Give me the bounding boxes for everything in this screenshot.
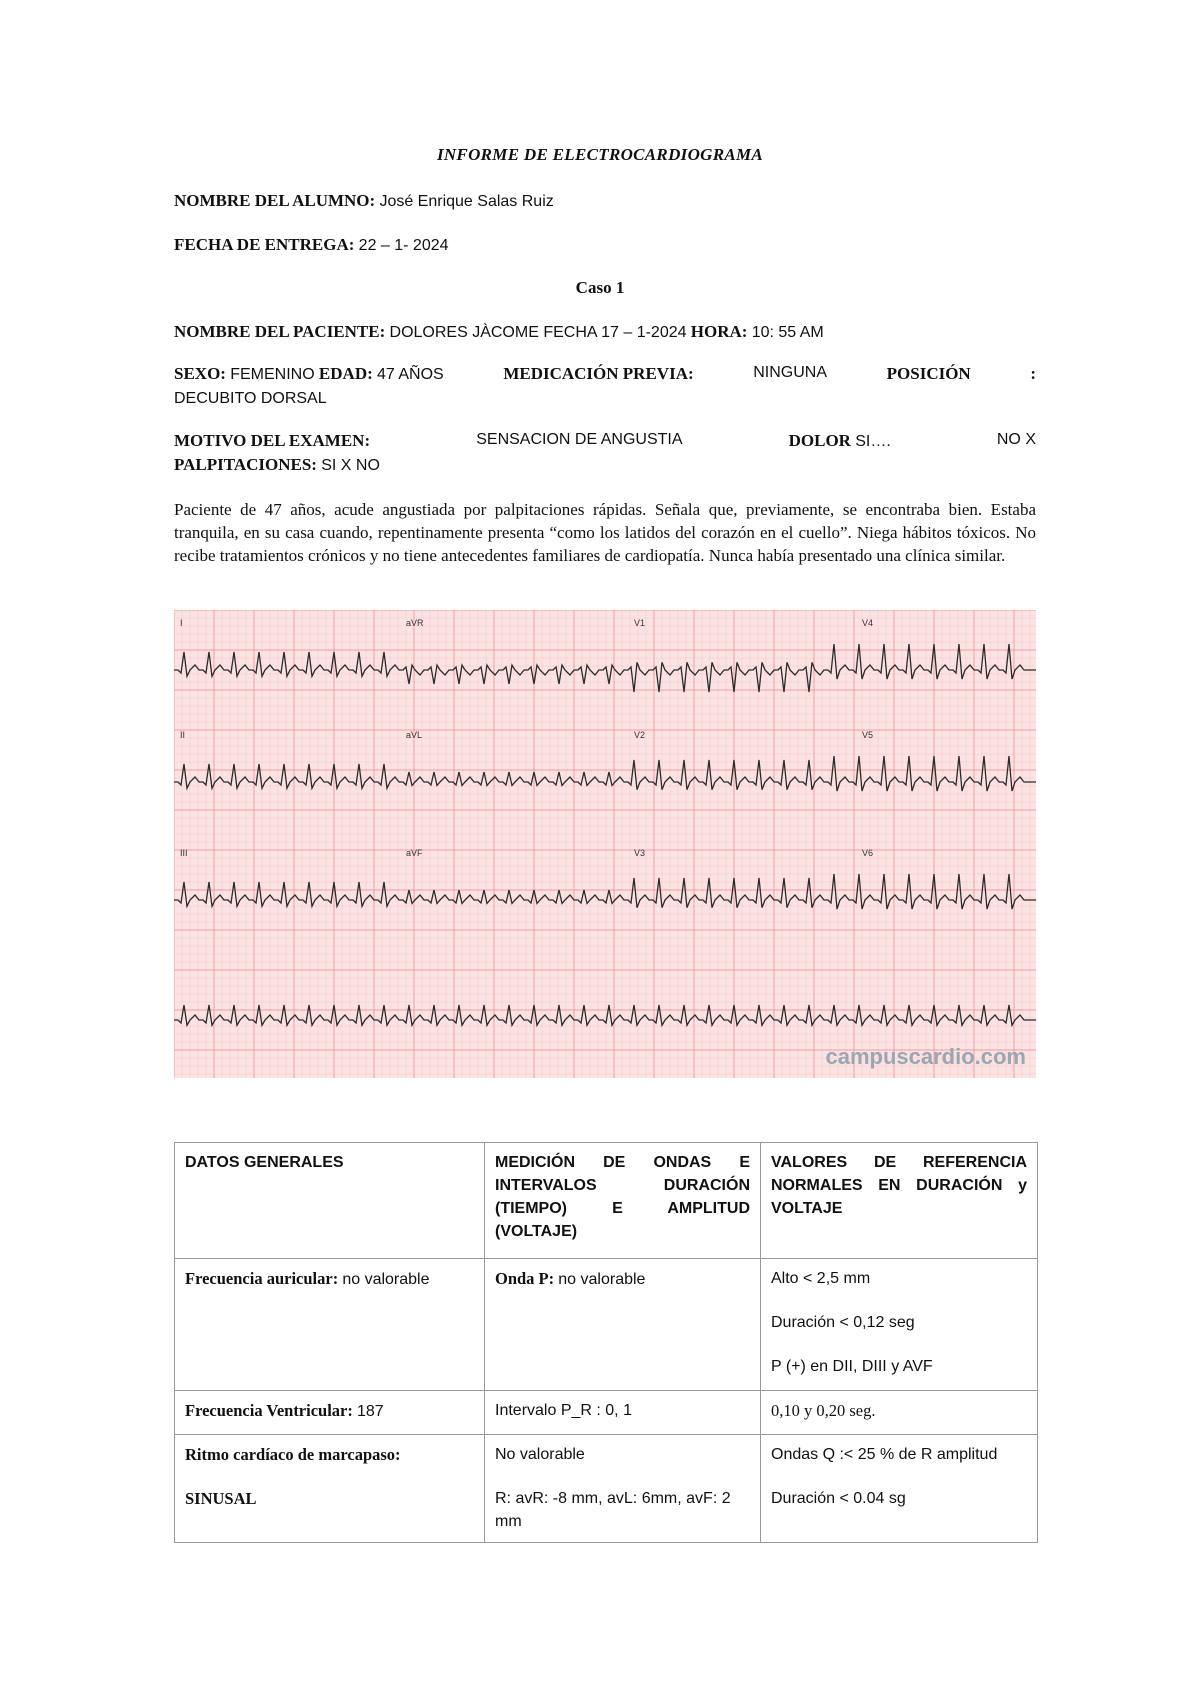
demographics-row [174,364,1036,384]
student-label: NOMBRE DEL ALUMNO: [174,191,376,210]
palpitations-label: PALPITACIONES: [174,455,317,474]
delivery-label: FECHA DE ENTREGA: [174,235,355,254]
position-colon: : [1030,364,1036,383]
lead-label: I [180,618,183,628]
clinical-narrative: Paciente de 47 años, acude angustiada por palpitaciones rápidas. Señala que, previamente, se encontraba bien. Estaba tranquila, en su casa cuando, repentinamente presenta “como los latidos del corazón en el cuello”. Niega hábitos tóxicos. No recibe tratamientos crónicos y no tiene antecedentes familiares de cardiopatía. Nunca había presentado una clínica similar. [174,500,1036,565]
ventricular-rate-label: Frecuencia Ventricular: [185,1401,353,1420]
reason-row [174,431,1036,451]
ecg-watermark: campuscardio.com [825,1044,1026,1069]
ecg-strip [174,1005,1036,1025]
position-value-line [174,388,327,408]
measure-text: No valorable [495,1446,585,1463]
case-title: Caso 1 [575,278,625,297]
delivery-date: 22 – 1- 2024 [358,237,449,254]
lead-label: II [180,730,186,740]
lead-label: V2 [634,730,646,740]
table-row [175,1435,1038,1543]
lead-label: V6 [862,848,874,858]
palpitations-value: SI X NO [321,457,380,474]
reason-value: SENSACION DE ANGUSTIA [476,431,683,448]
student-name: José Enrique Salas Ruiz [379,193,554,210]
patient-time-value: 10: 55 AM [751,324,824,341]
reference-text: P (+) en DII, DIII y AVF [771,1358,933,1375]
palpitations-line [174,455,380,475]
pain-no: NO X [996,431,1036,448]
reference-text: Alto < 2,5 mm [771,1270,871,1287]
p-wave-value: no valorable [558,1271,646,1288]
lead-label: III [180,848,188,858]
age-value: 47 AÑOS [377,366,444,383]
lead-label: aVF [406,848,423,858]
patient-time-label: HORA: [690,322,748,341]
pr-interval-cell: Intervalo P_R : 0, 1 [485,1391,761,1435]
ecg-report-table [174,1142,1038,1543]
lead-label: aVL [406,730,423,740]
p-wave-label: Onda P: [495,1269,555,1288]
student-line [174,191,554,211]
p-wave-cell [485,1259,761,1391]
header-reference: VALORES DE REFERENCIA NORMALES EN DURACIÓN y VOLTAJE [761,1143,1038,1259]
pain-label: DOLOR [788,431,851,450]
lead-label: V4 [862,618,874,628]
atrial-rate-value: no valorable [342,1271,430,1288]
qrs-measure-cell [485,1435,761,1543]
ventricular-rate-value: 187 [357,1403,384,1420]
header-measurements: MEDICIÓN DE ONDAS E INTERVALOS DURACIÓN (TIEMPO) E AMPLITUD (VOLTAJE) [485,1143,761,1259]
patient-line [174,322,824,342]
reference-text: Ondas Q :< 25 % de R amplitud [771,1446,998,1463]
header-general: DATOS GENERALES [175,1143,485,1259]
sex-value: FEMENINO [230,366,315,383]
rhythm-value: SINUSAL [185,1489,257,1508]
pain-si: SI…. [855,433,891,450]
reference-text: Duración < 0,12 seg [771,1314,915,1331]
document-title: INFORME DE ELECTROCARDIOGRAMA [436,145,764,164]
lead-label: aVR [406,618,424,628]
position-value: DECUBITO DORSAL [174,390,327,407]
table-row [175,1391,1038,1435]
ventricular-rate-cell [175,1391,485,1435]
ecg-tracing [174,610,1036,1078]
age-label: EDAD: [318,364,373,383]
ecg-image [174,610,1036,1078]
measure-text: R: avR: -8 mm, avL: 6mm, avF: 2 mm [495,1490,731,1530]
reference-text: Duración < 0.04 sg [771,1490,906,1507]
rhythm-cell [175,1435,485,1543]
sex-label: SEXO: [174,364,226,383]
p-wave-reference-cell [761,1259,1038,1391]
medication-value: NINGUNA [753,364,828,381]
ecg-strip [174,874,1036,909]
table-header-row [175,1143,1038,1259]
atrial-rate-cell [175,1259,485,1391]
patient-name-label: NOMBRE DEL PACIENTE: [174,322,386,341]
rhythm-label: Ritmo cardíaco de marcapaso: [185,1445,401,1464]
pr-reference-cell: 0,10 y 0,20 seg. [761,1391,1038,1435]
medication-label: MEDICACIÓN PREVIA: [503,364,694,383]
lead-label: V5 [862,730,874,740]
table-row [175,1259,1038,1391]
atrial-rate-label: Frecuencia auricular: [185,1269,339,1288]
position-label: POSICIÓN [886,364,971,383]
lead-label: V1 [634,618,646,628]
ecg-strip [174,644,1036,692]
reason-label: MOTIVO DEL EXAMEN: [174,431,371,450]
lead-label: V3 [634,848,646,858]
q-wave-reference-cell [761,1435,1038,1543]
patient-name-value: DOLORES JÀCOME FECHA 17 – 1-2024 [389,324,687,341]
delivery-line [174,235,449,255]
